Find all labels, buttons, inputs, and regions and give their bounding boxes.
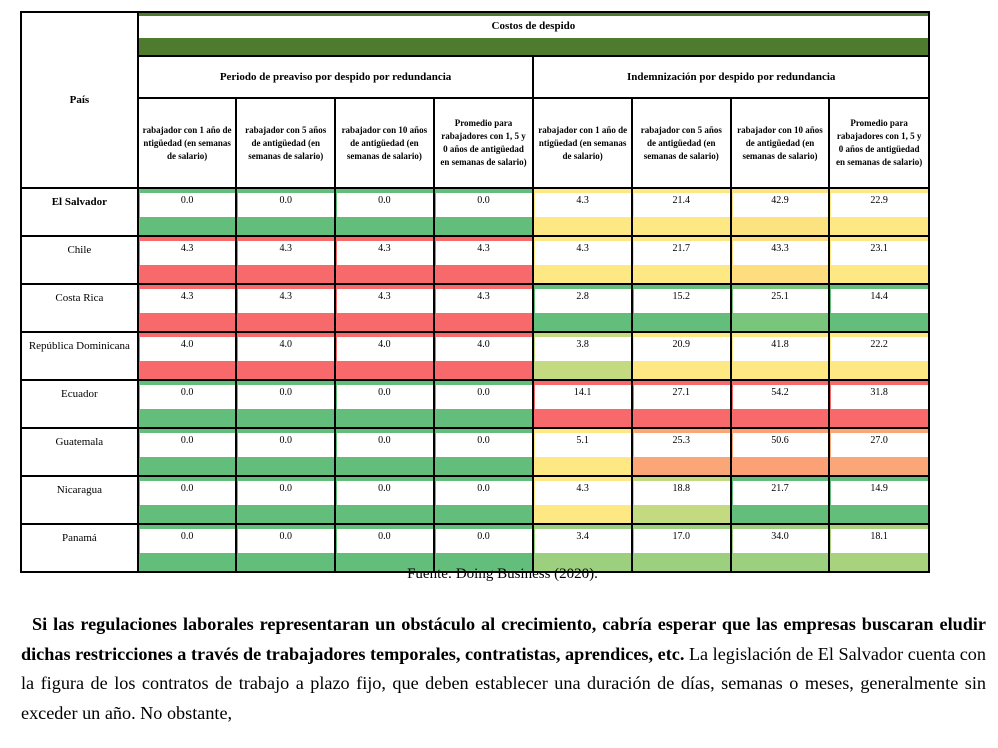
cell-value: 31.8: [830, 385, 928, 402]
value-cell: [138, 524, 237, 572]
table-row: [21, 332, 929, 380]
column-header-line: semanas de salario): [742, 150, 818, 161]
heat-band: [336, 313, 433, 331]
heat-band: [435, 265, 533, 283]
cell-value: 0.0: [237, 529, 334, 546]
cell-value: 0.0: [237, 433, 334, 450]
value-cell: [632, 332, 731, 380]
value-cell: [138, 428, 237, 476]
heat-band: [633, 409, 730, 427]
value-cell: [236, 476, 335, 524]
cell-value: 0.0: [237, 481, 334, 498]
paragraph-bold-lead: Si las regulaciones laborales representaran un obstáculo al crecimiento, cabría esperar que las empresas buscaran eludir dichas restricciones a través de trabajadores temporales, contratistas, aprendices, etc.: [21, 614, 986, 664]
paragraph-text: La legislación de El Salvador cuenta con la figura de los contratos de trabajo a plazo fijo, que deben establecer una duración de días, semanas o meses, generalmente sin exceder un año. No obstante,: [21, 643, 986, 723]
value-cell: [335, 188, 434, 236]
cell-value: 0.0: [336, 193, 433, 210]
pais-header: País: [21, 12, 138, 188]
heat-band: [732, 457, 829, 475]
heat-band: [534, 409, 631, 427]
column-header-0: [138, 98, 237, 188]
cell-value: 3.4: [534, 529, 631, 546]
heat-band: [237, 361, 334, 379]
heat-band: [139, 409, 236, 427]
value-cell: [632, 524, 731, 572]
cell-value: 0.0: [336, 481, 433, 498]
cell-value: 20.9: [633, 337, 730, 354]
heat-band: [732, 313, 829, 331]
column-header-line: semanas de salario): [643, 150, 719, 161]
cell-value: 4.3: [435, 241, 533, 258]
cell-value: 0.0: [435, 433, 533, 450]
column-header-6: [731, 98, 830, 188]
column-header-line: rabajador con 10 años: [737, 124, 823, 135]
group-preaviso: Periodo de preaviso por despido por redundancia: [138, 56, 534, 98]
column-header-line: semanas de salario): [248, 150, 324, 161]
cell-value: 4.3: [237, 241, 334, 258]
column-header-line: Promedio para: [850, 118, 908, 128]
heat-band: [830, 265, 928, 283]
value-cell: [829, 236, 929, 284]
value-cell: [335, 236, 434, 284]
heat-band: [633, 361, 730, 379]
column-header-line: rabajador con 5 años: [640, 124, 722, 135]
value-cell: [434, 284, 534, 332]
cell-value: 4.3: [534, 481, 631, 498]
table-row: [21, 524, 929, 572]
value-cell: [533, 236, 632, 284]
value-cell: [533, 284, 632, 332]
value-cell: [829, 476, 929, 524]
table-row: [21, 428, 929, 476]
cell-value: 18.8: [633, 481, 730, 498]
heat-band: [534, 313, 631, 331]
heat-band: [237, 265, 334, 283]
value-cell: [138, 380, 237, 428]
cell-value: 54.2: [732, 385, 829, 402]
cell-value: 27.1: [633, 385, 730, 402]
heat-band: [435, 361, 533, 379]
column-header-line: rabajador con 10 años: [341, 124, 428, 135]
column-header-line: Promedio para: [454, 118, 513, 128]
heat-band: [732, 409, 829, 427]
value-cell: [236, 188, 335, 236]
table-row: [21, 284, 929, 332]
value-cell: [829, 380, 929, 428]
table-row: [21, 476, 929, 524]
country-name: Nicaragua: [21, 476, 138, 524]
heat-band: [633, 217, 730, 235]
cell-value: 50.6: [732, 433, 829, 450]
heat-band: [830, 313, 928, 331]
country-name: El Salvador: [21, 188, 138, 236]
value-cell: [236, 284, 335, 332]
heat-band: [633, 457, 730, 475]
value-cell: [829, 428, 929, 476]
value-cell: [731, 188, 830, 236]
heat-band: [336, 409, 433, 427]
cell-value: 4.0: [237, 337, 334, 354]
cell-value: 4.3: [237, 289, 334, 306]
country-name: Costa Rica: [21, 284, 138, 332]
cell-value: 0.0: [139, 529, 236, 546]
column-header-line: ntigüedad (en semanas: [143, 137, 231, 148]
value-cell: [335, 332, 434, 380]
heat-band: [633, 313, 730, 331]
column-header-line: semanas de salario): [346, 150, 422, 161]
value-cell: [632, 236, 731, 284]
table-row: [21, 236, 929, 284]
value-cell: [236, 524, 335, 572]
cell-value: 4.3: [139, 289, 236, 306]
column-header-line: ntigüedad (en semanas: [538, 137, 627, 148]
cell-value: 0.0: [139, 193, 236, 210]
heat-band: [830, 217, 928, 235]
heat-band: [336, 457, 433, 475]
heat-band: [830, 457, 928, 475]
value-cell: [533, 476, 632, 524]
header-top-bar: [139, 13, 928, 16]
heat-band: [237, 457, 334, 475]
country-name: Guatemala: [21, 428, 138, 476]
heat-band: [435, 409, 533, 427]
cell-value: 0.0: [336, 433, 433, 450]
column-header-line: rabajador con 1 año de: [538, 124, 628, 135]
cell-value: 2.8: [534, 289, 631, 306]
country-name: Panamá: [21, 524, 138, 572]
value-cell: [138, 476, 237, 524]
group-indemnizacion: Indemnización por despido por redundancia: [533, 56, 929, 98]
value-cell: [632, 428, 731, 476]
heat-band: [139, 217, 236, 235]
cell-value: 18.1: [830, 529, 928, 546]
cell-value: 25.1: [732, 289, 829, 306]
value-cell: [533, 188, 632, 236]
cell-value: 4.3: [435, 289, 533, 306]
column-header-line: rabajador con 5 años: [245, 124, 327, 135]
value-cell: [434, 188, 534, 236]
cell-value: 14.9: [830, 481, 928, 498]
heat-band: [534, 361, 631, 379]
heat-band: [534, 265, 631, 283]
heat-band: [633, 265, 730, 283]
column-header-line: de antigüedad (en: [745, 137, 815, 148]
cell-value: 43.3: [732, 241, 829, 258]
value-cell: [138, 188, 237, 236]
value-cell: [335, 476, 434, 524]
value-cell: [335, 524, 434, 572]
column-header-line: rabajadores con 1, 5 y: [441, 131, 526, 141]
column-header-line: 0 años de antigüedad: [443, 144, 524, 154]
value-cell: [731, 476, 830, 524]
cell-value: 17.0: [633, 529, 730, 546]
column-header-line: de salario): [562, 150, 603, 161]
value-cell: [829, 284, 929, 332]
value-cell: [335, 380, 434, 428]
value-cell: [138, 332, 237, 380]
value-cell: [829, 524, 929, 572]
cell-value: 21.4: [633, 193, 730, 210]
cell-value: 3.8: [534, 337, 631, 354]
heat-band: [534, 217, 631, 235]
value-cell: [731, 332, 830, 380]
cell-value: 0.0: [139, 481, 236, 498]
heat-band: [830, 505, 928, 523]
value-cell: [434, 332, 534, 380]
cell-value: 4.3: [336, 241, 433, 258]
heat-band: [139, 313, 236, 331]
cell-value: 41.8: [732, 337, 829, 354]
column-header-line: de antigüedad (en: [251, 137, 320, 148]
costos-despido-header: [138, 12, 929, 56]
value-cell: [138, 236, 237, 284]
column-header-line: de salario): [166, 150, 208, 161]
cell-value: 4.3: [336, 289, 433, 306]
heat-band: [435, 505, 533, 523]
heat-band: [336, 361, 433, 379]
cell-value: 22.2: [830, 337, 928, 354]
value-cell: [236, 332, 335, 380]
header-green-bar: [139, 38, 928, 55]
cell-value: 4.3: [534, 193, 631, 210]
value-cell: [829, 188, 929, 236]
value-cell: [632, 188, 731, 236]
cell-value: 27.0: [830, 433, 928, 450]
cell-value: 0.0: [237, 193, 334, 210]
column-header-line: en semanas de salario): [440, 157, 527, 167]
value-cell: [236, 380, 335, 428]
cell-value: 14.4: [830, 289, 928, 306]
cell-value: 0.0: [336, 385, 433, 402]
column-header-7: [829, 98, 929, 188]
column-header-line: rabajadores con 1, 5 y: [836, 131, 922, 141]
severance-costs-table: [20, 11, 930, 573]
value-cell: [731, 428, 830, 476]
value-cell: [434, 380, 534, 428]
heat-band: [830, 409, 928, 427]
heat-band: [435, 313, 533, 331]
cell-value: 21.7: [732, 481, 829, 498]
value-cell: [533, 524, 632, 572]
cell-value: 4.3: [139, 241, 236, 258]
cell-value: 23.1: [830, 241, 928, 258]
column-header-2: [335, 98, 434, 188]
cell-value: 0.0: [435, 193, 533, 210]
heat-band: [830, 361, 928, 379]
value-cell: [138, 284, 237, 332]
heat-band: [139, 265, 236, 283]
body-paragraph: [21, 610, 986, 728]
cell-value: 25.3: [633, 433, 730, 450]
value-cell: [731, 284, 830, 332]
cell-value: 0.0: [435, 529, 533, 546]
value-cell: [731, 524, 830, 572]
heat-band: [534, 505, 631, 523]
heat-band: [336, 265, 433, 283]
value-cell: [236, 428, 335, 476]
heat-band: [732, 265, 829, 283]
value-cell: [533, 428, 632, 476]
heat-band: [139, 361, 236, 379]
value-cell: [632, 380, 731, 428]
value-cell: [236, 236, 335, 284]
cell-value: 22.9: [830, 193, 928, 210]
column-header-3: [434, 98, 534, 188]
heat-band: [139, 457, 236, 475]
value-cell: [434, 236, 534, 284]
heat-band: [732, 361, 829, 379]
country-name: Chile: [21, 236, 138, 284]
heat-band: [435, 457, 533, 475]
heat-band: [237, 409, 334, 427]
country-name: República Dominicana: [21, 332, 138, 380]
value-cell: [533, 380, 632, 428]
value-cell: [632, 284, 731, 332]
heat-band: [237, 313, 334, 331]
cell-value: 4.0: [336, 337, 433, 354]
column-header-line: de antigüedad (en: [350, 137, 419, 148]
column-header-5: [632, 98, 731, 188]
heat-band: [336, 217, 433, 235]
source-note: Fuente: Doing Business (2020).: [407, 566, 598, 582]
cell-value: 0.0: [435, 385, 533, 402]
column-header-1: [236, 98, 335, 188]
value-cell: [434, 476, 534, 524]
cell-value: 0.0: [237, 385, 334, 402]
value-cell: [829, 332, 929, 380]
heat-band: [139, 505, 236, 523]
value-cell: [434, 428, 534, 476]
cell-value: 4.0: [139, 337, 236, 354]
cell-value: 5.1: [534, 433, 631, 450]
column-header-line: en semanas de salario): [836, 157, 923, 167]
heat-band: [633, 505, 730, 523]
cell-value: 14.1: [534, 385, 631, 402]
value-cell: [731, 380, 830, 428]
cell-value: 15.2: [633, 289, 730, 306]
heat-band: [732, 505, 829, 523]
value-cell: [533, 332, 632, 380]
heat-band: [435, 217, 533, 235]
column-header-line: 0 años de antigüedad: [838, 144, 920, 154]
column-header-line: rabajador con 1 año de: [142, 124, 232, 135]
cell-value: 42.9: [732, 193, 829, 210]
cell-value: 0.0: [139, 433, 236, 450]
heat-band: [237, 505, 334, 523]
value-cell: [434, 524, 534, 572]
cell-value: 4.3: [534, 241, 631, 258]
value-cell: [731, 236, 830, 284]
column-header-4: [533, 98, 632, 188]
table-row: [21, 188, 929, 236]
cell-value: 0.0: [336, 529, 433, 546]
cell-value: 4.0: [435, 337, 533, 354]
cell-value: 34.0: [732, 529, 829, 546]
cell-value: 0.0: [139, 385, 236, 402]
cell-value: 21.7: [633, 241, 730, 258]
value-cell: [632, 476, 731, 524]
value-cell: [335, 428, 434, 476]
column-header-line: de antigüedad (en: [647, 137, 716, 148]
country-name: Ecuador: [21, 380, 138, 428]
cell-value: 0.0: [435, 481, 533, 498]
table-row: [21, 380, 929, 428]
heat-band: [732, 217, 829, 235]
heat-band: [534, 457, 631, 475]
costos-despido-label: Costos de despido: [139, 19, 928, 35]
value-cell: [335, 284, 434, 332]
heat-band: [237, 217, 334, 235]
heat-band: [336, 505, 433, 523]
